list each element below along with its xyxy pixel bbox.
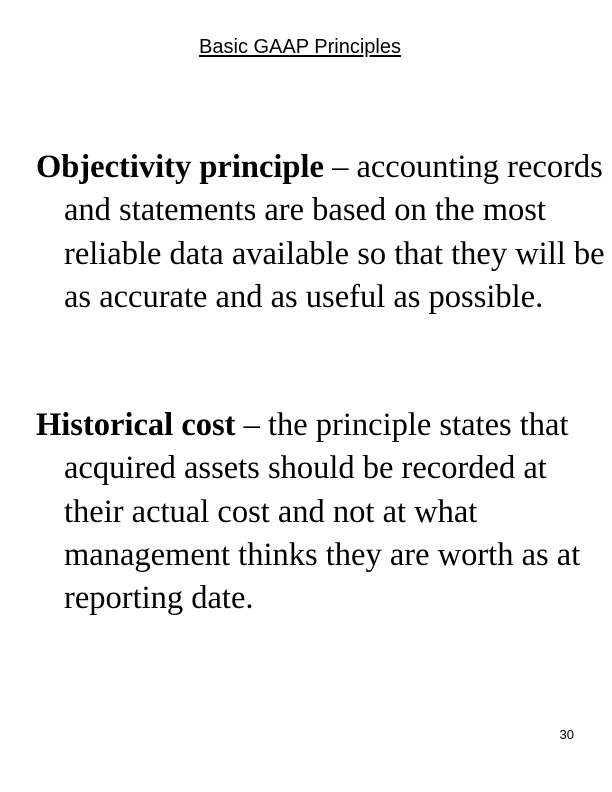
principle-objectivity <box>36 146 609 319</box>
principle-term: Historical cost <box>36 407 236 443</box>
page-title: Basic GAAP Principles <box>199 36 401 58</box>
principle-historical-cost <box>36 404 609 620</box>
principle-definition: – accounting records and statements are based on the most reliable data available so that they will be as accurate and as useful as possible. <box>64 149 605 315</box>
page-number: 30 <box>559 727 574 742</box>
principle-definition: – the principle states that acquired assets should be recorded at their actual cost and not at what management thinks they are worth as at reporting date. <box>64 407 581 617</box>
principle-term: Objectivity principle <box>36 149 324 185</box>
